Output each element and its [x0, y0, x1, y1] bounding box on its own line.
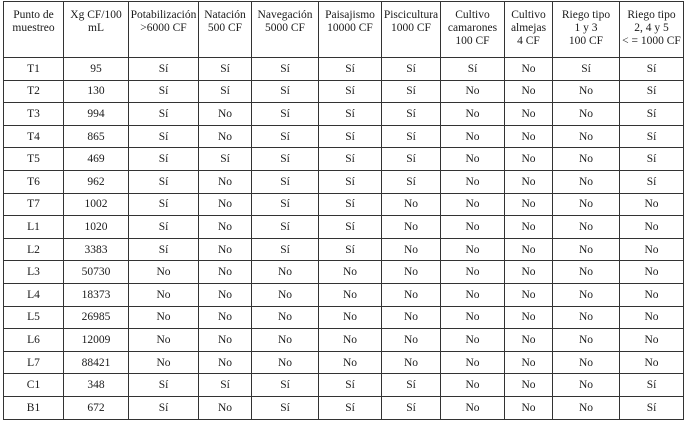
column-header-line: 5000 CF [265, 22, 305, 34]
coliform-value-cell: 50730 [64, 261, 129, 284]
use-suitability-cell: No [553, 170, 620, 193]
sampling-point-cell: T4 [4, 125, 64, 148]
use-suitability-cell: No [199, 193, 252, 216]
use-suitability-cell: No [441, 329, 505, 352]
use-suitability-cell: No [382, 261, 441, 284]
column-header-line: 1 y 3 [574, 22, 598, 34]
column-header-line: Punto de [13, 9, 54, 21]
table-row [4, 396, 684, 419]
coliform-value-cell: 348 [64, 374, 129, 397]
use-suitability-cell: No [505, 58, 553, 81]
coliform-value-cell: 95 [64, 58, 129, 81]
use-suitability-cell: Sí [382, 148, 441, 171]
use-suitability-cell: No [553, 306, 620, 329]
use-suitability-cell: No [505, 329, 553, 352]
use-suitability-cell: No [129, 329, 199, 352]
use-suitability-cell: No [199, 125, 252, 148]
use-suitability-cell: No [252, 283, 319, 306]
use-suitability-cell: No [199, 283, 252, 306]
table-row [4, 261, 684, 284]
column-header [4, 2, 64, 58]
column-header [441, 2, 505, 58]
column-header [505, 2, 553, 58]
water-quality-table [3, 1, 684, 420]
sampling-point-cell: L7 [4, 351, 64, 374]
use-suitability-cell: No [129, 283, 199, 306]
column-header-line: 4 CF [517, 35, 540, 47]
column-header-line: 1000 CF [391, 22, 431, 34]
use-suitability-cell: No [441, 148, 505, 171]
use-suitability-cell: No [505, 80, 553, 103]
use-suitability-cell: Sí [129, 193, 199, 216]
table-row [4, 374, 684, 397]
column-header-line: 500 CF [207, 22, 243, 34]
use-suitability-cell: No [382, 306, 441, 329]
use-suitability-cell: No [553, 396, 620, 419]
use-suitability-cell: Sí [252, 238, 319, 261]
sampling-point-cell: L2 [4, 238, 64, 261]
use-suitability-cell: No [620, 238, 684, 261]
use-suitability-cell: No [441, 396, 505, 419]
sampling-point-cell: T5 [4, 148, 64, 171]
use-suitability-cell: Sí [620, 103, 684, 126]
use-suitability-cell: No [441, 216, 505, 239]
use-suitability-cell: No [319, 283, 382, 306]
table-row [4, 103, 684, 126]
use-suitability-cell: No [620, 306, 684, 329]
use-suitability-cell: No [553, 193, 620, 216]
use-suitability-cell: Sí [252, 193, 319, 216]
use-suitability-cell: No [553, 261, 620, 284]
use-suitability-cell: No [441, 170, 505, 193]
use-suitability-cell: Sí [252, 148, 319, 171]
use-suitability-cell: No [199, 351, 252, 374]
use-suitability-cell: No [620, 261, 684, 284]
use-suitability-cell: No [252, 329, 319, 352]
use-suitability-cell: Sí [252, 396, 319, 419]
use-suitability-cell: No [553, 329, 620, 352]
use-suitability-cell: Sí [199, 374, 252, 397]
sampling-point-cell: T3 [4, 103, 64, 126]
coliform-value-cell: 994 [64, 103, 129, 126]
table-row [4, 238, 684, 261]
use-suitability-cell: No [252, 351, 319, 374]
use-suitability-cell: Sí [319, 148, 382, 171]
use-suitability-cell: Sí [382, 170, 441, 193]
use-suitability-cell: No [441, 125, 505, 148]
use-suitability-cell: Sí [252, 103, 319, 126]
use-suitability-cell: Sí [620, 374, 684, 397]
use-suitability-cell: Sí [319, 125, 382, 148]
table-row [4, 351, 684, 374]
column-header-line: Riego tipo [627, 9, 676, 21]
column-header-line: 100 CF [455, 35, 490, 47]
sampling-point-cell: L3 [4, 261, 64, 284]
column-header-line: 2, 4 y 5 [634, 22, 669, 34]
use-suitability-cell: Sí [129, 238, 199, 261]
column-header-line: 100 CF [568, 35, 604, 47]
use-suitability-cell: Sí [199, 80, 252, 103]
use-suitability-cell: No [199, 396, 252, 419]
use-suitability-cell: No [553, 238, 620, 261]
table-row [4, 58, 684, 81]
column-header-line: 10000 CF [327, 22, 373, 34]
use-suitability-cell: Sí [252, 374, 319, 397]
use-suitability-cell: Sí [252, 58, 319, 81]
use-suitability-cell: No [553, 351, 620, 374]
use-suitability-cell: No [319, 351, 382, 374]
coliform-value-cell: 18373 [64, 283, 129, 306]
use-suitability-cell: No [505, 193, 553, 216]
column-header-line: Cultivo [455, 9, 490, 21]
use-suitability-cell: No [382, 216, 441, 239]
use-suitability-cell: No [505, 216, 553, 239]
column-header [64, 2, 129, 58]
column-header-line: Xg CF/100 [70, 9, 122, 21]
use-suitability-cell: No [319, 306, 382, 329]
column-header-line: almejas [510, 22, 547, 34]
sampling-point-cell: T7 [4, 193, 64, 216]
sampling-point-cell: L6 [4, 329, 64, 352]
use-suitability-cell: Sí [129, 170, 199, 193]
use-suitability-cell: No [441, 193, 505, 216]
use-suitability-cell: Sí [319, 193, 382, 216]
use-suitability-cell: Sí [319, 238, 382, 261]
use-suitability-cell: Sí [129, 58, 199, 81]
column-header-line: Navegación [257, 9, 313, 21]
use-suitability-cell: No [252, 261, 319, 284]
use-suitability-cell: Sí [319, 103, 382, 126]
use-suitability-cell: No [441, 238, 505, 261]
use-suitability-cell: No [319, 329, 382, 352]
use-suitability-cell: No [620, 351, 684, 374]
use-suitability-cell: Sí [252, 216, 319, 239]
sampling-point-cell: T6 [4, 170, 64, 193]
use-suitability-cell: No [199, 306, 252, 329]
use-suitability-cell: No [553, 148, 620, 171]
use-suitability-cell: Sí [620, 58, 684, 81]
use-suitability-cell: Sí [620, 148, 684, 171]
data-table-container [3, 1, 683, 431]
column-header-line: muestreo [12, 22, 55, 34]
use-suitability-cell: Sí [382, 396, 441, 419]
coliform-value-cell: 672 [64, 396, 129, 419]
use-suitability-cell: Sí [129, 148, 199, 171]
use-suitability-cell: Sí [319, 374, 382, 397]
column-header [129, 2, 199, 58]
use-suitability-cell: No [505, 170, 553, 193]
sampling-point-cell: C1 [4, 374, 64, 397]
use-suitability-cell: No [620, 329, 684, 352]
column-header-line: Piscicultura [383, 9, 439, 21]
use-suitability-cell: Sí [129, 80, 199, 103]
coliform-value-cell: 26985 [64, 306, 129, 329]
use-suitability-cell: No [199, 261, 252, 284]
coliform-value-cell: 865 [64, 125, 129, 148]
use-suitability-cell: No [199, 103, 252, 126]
use-suitability-cell: Sí [199, 148, 252, 171]
table-body [4, 58, 684, 420]
use-suitability-cell: No [441, 261, 505, 284]
coliform-value-cell: 469 [64, 148, 129, 171]
coliform-value-cell: 962 [64, 170, 129, 193]
use-suitability-cell: No [553, 103, 620, 126]
use-suitability-cell: No [129, 261, 199, 284]
use-suitability-cell: No [129, 306, 199, 329]
sampling-point-cell: L5 [4, 306, 64, 329]
column-header [319, 2, 382, 58]
table-row [4, 148, 684, 171]
table-row [4, 283, 684, 306]
column-header-line: Potabilización [130, 9, 197, 21]
use-suitability-cell: No [382, 193, 441, 216]
column-header [553, 2, 620, 58]
column-header [382, 2, 441, 58]
use-suitability-cell: No [620, 193, 684, 216]
use-suitability-cell: No [382, 351, 441, 374]
use-suitability-cell: Sí [319, 216, 382, 239]
table-row [4, 125, 684, 148]
table-row [4, 170, 684, 193]
use-suitability-cell: No [505, 125, 553, 148]
use-suitability-cell: Sí [129, 396, 199, 419]
use-suitability-cell: No [505, 238, 553, 261]
column-header-line: Cultivo [511, 9, 546, 21]
table-row [4, 306, 684, 329]
use-suitability-cell: Sí [252, 80, 319, 103]
use-suitability-cell: No [441, 351, 505, 374]
coliform-value-cell: 130 [64, 80, 129, 103]
column-header-line: >6000 CF [140, 22, 187, 34]
use-suitability-cell: No [382, 238, 441, 261]
use-suitability-cell: No [505, 306, 553, 329]
use-suitability-cell: No [505, 374, 553, 397]
use-suitability-cell: No [441, 80, 505, 103]
column-header-line: camarones [447, 22, 498, 34]
use-suitability-cell: No [505, 351, 553, 374]
sampling-point-cell: L4 [4, 283, 64, 306]
use-suitability-cell: No [319, 261, 382, 284]
use-suitability-cell: No [505, 103, 553, 126]
coliform-value-cell: 1020 [64, 216, 129, 239]
use-suitability-cell: Sí [319, 396, 382, 419]
use-suitability-cell: Sí [382, 58, 441, 81]
use-suitability-cell: No [199, 238, 252, 261]
use-suitability-cell: No [199, 170, 252, 193]
column-header [252, 2, 319, 58]
use-suitability-cell: Sí [319, 80, 382, 103]
use-suitability-cell: No [505, 261, 553, 284]
use-suitability-cell: Sí [620, 170, 684, 193]
column-header-line: Riego tipo [561, 9, 611, 21]
use-suitability-cell: No [553, 374, 620, 397]
table-row [4, 80, 684, 103]
use-suitability-cell: No [441, 103, 505, 126]
table-row [4, 329, 684, 352]
column-header-line: Paisajismo [325, 9, 375, 21]
use-suitability-cell: Sí [319, 58, 382, 81]
use-suitability-cell: No [199, 329, 252, 352]
sampling-point-cell: T1 [4, 58, 64, 81]
use-suitability-cell: No [553, 216, 620, 239]
use-suitability-cell: No [505, 396, 553, 419]
use-suitability-cell: No [252, 306, 319, 329]
sampling-point-cell: B1 [4, 396, 64, 419]
table-row [4, 216, 684, 239]
use-suitability-cell: Sí [129, 103, 199, 126]
use-suitability-cell: Sí [620, 396, 684, 419]
use-suitability-cell: Sí [252, 170, 319, 193]
header-row [4, 2, 684, 58]
use-suitability-cell: No [505, 148, 553, 171]
column-header-line: mL [88, 22, 104, 34]
use-suitability-cell: No [553, 125, 620, 148]
column-header-line: Natación [204, 9, 246, 21]
column-header [620, 2, 684, 58]
coliform-value-cell: 88421 [64, 351, 129, 374]
use-suitability-cell: Sí [199, 58, 252, 81]
column-header [199, 2, 252, 58]
use-suitability-cell: Sí [382, 374, 441, 397]
coliform-value-cell: 12009 [64, 329, 129, 352]
sampling-point-cell: L1 [4, 216, 64, 239]
coliform-value-cell: 1002 [64, 193, 129, 216]
use-suitability-cell: Sí [382, 125, 441, 148]
use-suitability-cell: No [129, 351, 199, 374]
column-header-line: < = 1000 CF [622, 35, 681, 47]
use-suitability-cell: Sí [382, 103, 441, 126]
use-suitability-cell: Sí [620, 80, 684, 103]
use-suitability-cell: Sí [620, 125, 684, 148]
use-suitability-cell: Sí [553, 58, 620, 81]
use-suitability-cell: No [620, 216, 684, 239]
use-suitability-cell: No [199, 216, 252, 239]
coliform-value-cell: 3383 [64, 238, 129, 261]
table-row [4, 193, 684, 216]
use-suitability-cell: No [382, 329, 441, 352]
use-suitability-cell: No [553, 283, 620, 306]
use-suitability-cell: No [441, 306, 505, 329]
use-suitability-cell: Sí [129, 374, 199, 397]
use-suitability-cell: No [382, 283, 441, 306]
use-suitability-cell: Sí [252, 125, 319, 148]
use-suitability-cell: No [441, 283, 505, 306]
use-suitability-cell: No [505, 283, 553, 306]
use-suitability-cell: Sí [129, 216, 199, 239]
use-suitability-cell: Sí [319, 170, 382, 193]
use-suitability-cell: No [553, 80, 620, 103]
use-suitability-cell: Sí [441, 58, 505, 81]
sampling-point-cell: T2 [4, 80, 64, 103]
use-suitability-cell: No [620, 283, 684, 306]
use-suitability-cell: Sí [382, 80, 441, 103]
use-suitability-cell: No [441, 374, 505, 397]
use-suitability-cell: Sí [129, 125, 199, 148]
